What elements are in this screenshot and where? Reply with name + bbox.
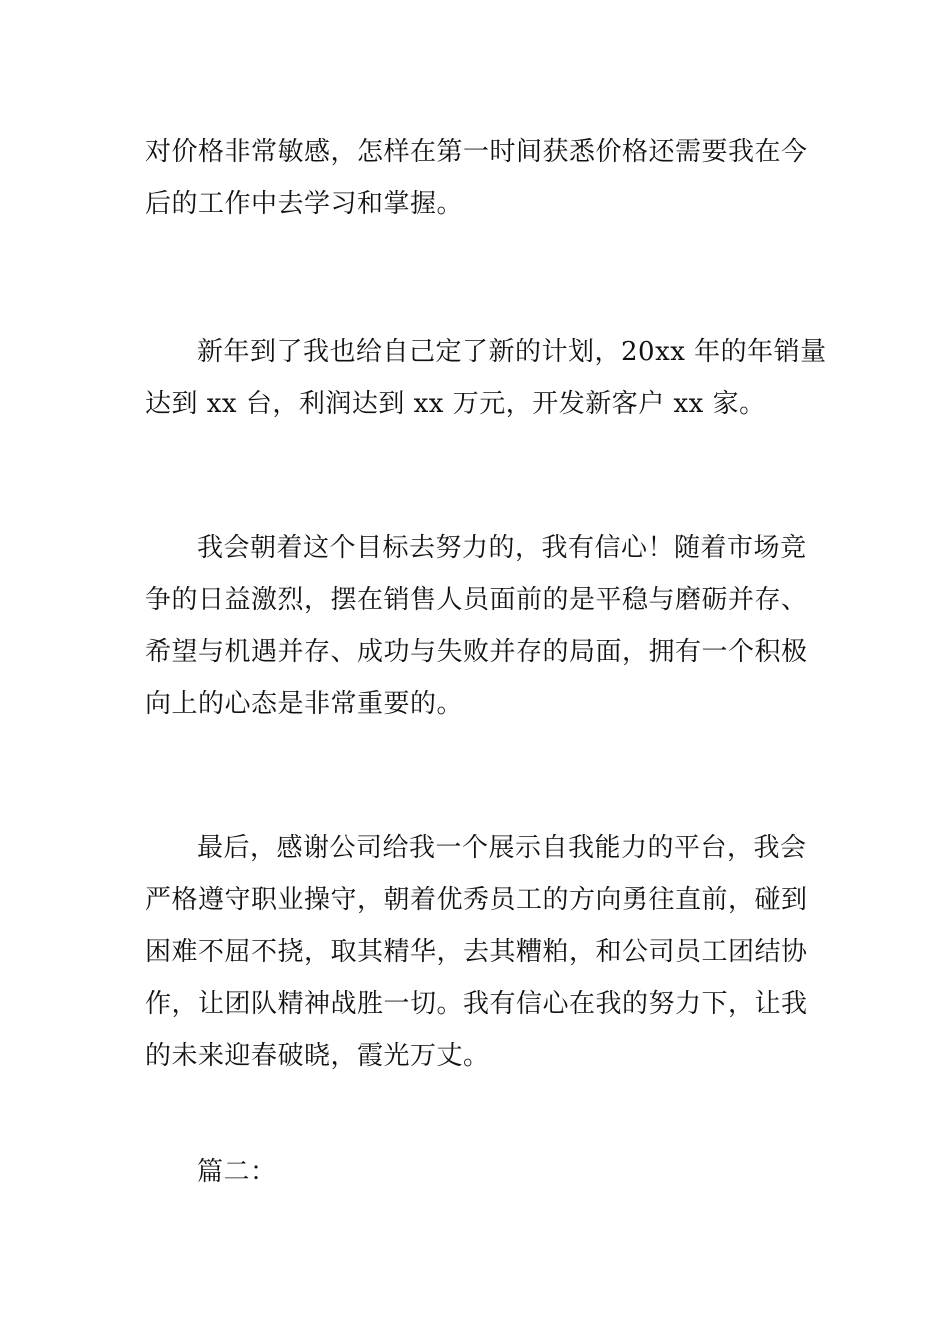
text-line: 篇二： [197,1157,277,1187]
text-line: 的未来迎春破晓，霞光万丈。 [145,1041,490,1071]
text-line: 希望与机遇并存、成功与失败并存的局面，拥有一个积极 [145,637,808,667]
section-heading-part-two [145,1146,810,1198]
text-line: 我会朝着这个目标去努力的，我有信心！随着市场竞 [197,533,807,563]
text-line: 最后，感谢公司给我一个展示自我能力的平台，我会 [197,833,807,863]
paragraph-new-year-plan [145,326,827,430]
text-line: 对价格非常敏感，怎样在第一时间获悉价格还需要我在今 [145,137,808,167]
text-line: 向上的心态是非常重要的。 [145,689,464,719]
text-line: 争的日益激烈，摆在销售人员面前的是平稳与磨砺并存、 [145,585,808,615]
text-line: 新年到了我也给自己定了新的计划，20xx 年的年销量 [197,337,827,367]
paragraph-price-sensitivity [145,126,810,230]
paragraph-thanks [145,822,810,1082]
paragraph-confidence [145,522,810,730]
text-line: 困难不屈不挠，取其精华，去其糟粕，和公司员工团结协 [145,937,808,967]
text-line: 作，让团队精神战胜一切。我有信心在我的努力下，让我 [145,989,808,1019]
text-line: 达到 xx 台，利润达到 xx 万元，开发新客户 xx 家。 [145,389,766,419]
text-line: 后的工作中去学习和掌握。 [145,189,464,219]
text-line: 严格遵守职业操守，朝着优秀员工的方向勇往直前，碰到 [145,885,808,915]
